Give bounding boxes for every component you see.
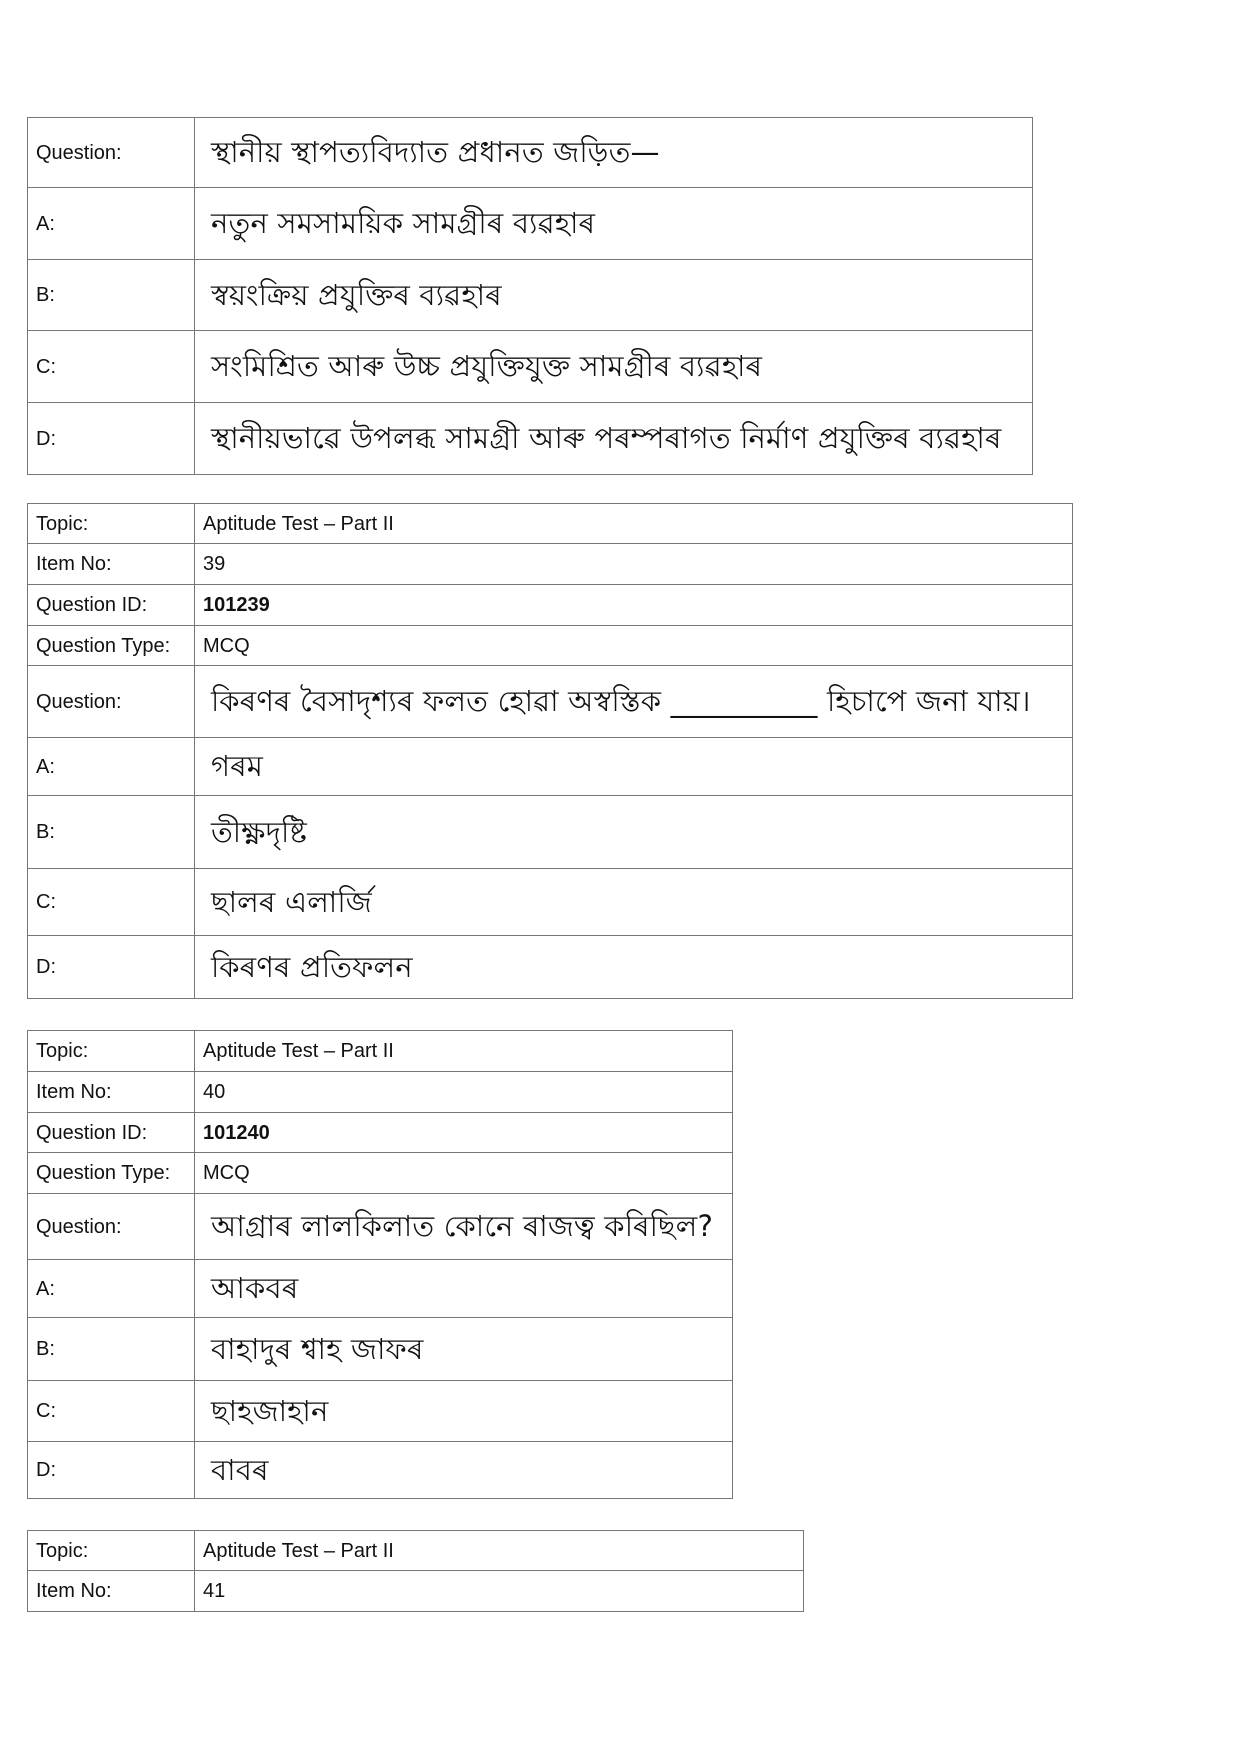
option-c-row (28, 1381, 733, 1442)
option-c-text: ছাহজাহান (195, 1381, 733, 1442)
option-a-text: আকবৰ (195, 1260, 733, 1318)
question-type-label: Question Type: (28, 626, 195, 666)
question-type-row (28, 626, 1073, 666)
question-id-value: 101239 (195, 585, 1073, 626)
question-id-label: Question ID: (28, 1113, 195, 1153)
topic-value: Aptitude Test – Part II (195, 504, 1073, 544)
option-a-label: A: (28, 738, 195, 796)
option-c-label: C: (28, 331, 195, 403)
question-id-row (28, 585, 1073, 626)
item-no-row (28, 544, 1073, 585)
question-type-row (28, 1153, 733, 1194)
question-row (28, 1194, 733, 1260)
topic-value: Aptitude Test – Part II (195, 1031, 733, 1072)
option-c-label: C: (28, 869, 195, 936)
question-label: Question: (28, 666, 195, 738)
option-c-row (28, 869, 1073, 936)
item-no-label: Item No: (28, 1072, 195, 1113)
option-d-label: D: (28, 1442, 195, 1499)
question-table-item-40 (27, 1030, 733, 1499)
topic-label: Topic: (28, 504, 195, 544)
option-d-label: D: (28, 936, 195, 999)
question-id-value: 101240 (195, 1113, 733, 1153)
option-d-text: বাবৰ (195, 1442, 733, 1499)
question-type-label: Question Type: (28, 1153, 195, 1194)
question-label: Question: (28, 118, 195, 188)
topic-row (28, 1531, 804, 1571)
topic-label: Topic: (28, 1531, 195, 1571)
option-a-text: নতুন সমসাময়িক সামগ্ৰীৰ ব্যৱহাৰ (195, 188, 1033, 260)
question-table-item-41 (27, 1530, 804, 1612)
item-no-row (28, 1072, 733, 1113)
option-b-text: তীক্ষ্ণদৃষ্টি (195, 796, 1073, 869)
question-row (28, 118, 1033, 188)
option-d-row (28, 1442, 733, 1499)
question-label: Question: (28, 1194, 195, 1260)
item-no-label: Item No: (28, 544, 195, 585)
item-no-row (28, 1571, 804, 1612)
option-a-label: A: (28, 188, 195, 260)
option-b-text: বাহাদুৰ শ্বাহ জাফৰ (195, 1318, 733, 1381)
option-a-label: A: (28, 1260, 195, 1318)
question-id-label: Question ID: (28, 585, 195, 626)
question-id-row (28, 1113, 733, 1153)
option-d-row (28, 403, 1033, 475)
item-no-label: Item No: (28, 1571, 195, 1612)
option-a-row (28, 188, 1033, 260)
question-row (28, 666, 1073, 738)
option-d-row (28, 936, 1073, 999)
question-text: কিৰণৰ বৈসাদৃশ্যৰ ফলত হোৱা অস্বস্তিক __________ হিচাপে জনা যায়। (195, 666, 1073, 738)
option-c-label: C: (28, 1381, 195, 1442)
question-table-partial (27, 117, 1033, 475)
question-table-item-39 (27, 503, 1073, 999)
option-c-row (28, 331, 1033, 403)
option-d-text: কিৰণৰ প্ৰতিফলন (195, 936, 1073, 999)
item-no-value: 41 (195, 1571, 804, 1612)
option-d-label: D: (28, 403, 195, 475)
topic-label: Topic: (28, 1031, 195, 1072)
item-no-value: 40 (195, 1072, 733, 1113)
option-b-text: স্বয়ংক্ৰিয় প্ৰযুক্তিৰ ব্যৱহাৰ (195, 260, 1033, 331)
topic-row (28, 504, 1073, 544)
question-type-value: MCQ (195, 626, 1073, 666)
question-text: স্থানীয় স্থাপত্যবিদ্যাত প্ৰধানত জড়িত— (195, 118, 1033, 188)
option-b-row (28, 796, 1073, 869)
option-d-text: স্থানীয়ভাৱে উপলব্ধ সামগ্ৰী আৰু পৰম্পৰাগত নিৰ্মাণ প্ৰযুক্তিৰ ব্যৱহাৰ (195, 403, 1033, 475)
option-a-text: গৰম (195, 738, 1073, 796)
option-a-row (28, 1260, 733, 1318)
option-b-row (28, 260, 1033, 331)
option-c-text: সংমিশ্ৰিত আৰু উচ্চ প্ৰযুক্তিযুক্ত সামগ্ৰীৰ ব্যৱহাৰ (195, 331, 1033, 403)
topic-value: Aptitude Test – Part II (195, 1531, 804, 1571)
topic-row (28, 1031, 733, 1072)
question-type-value: MCQ (195, 1153, 733, 1194)
option-a-row (28, 738, 1073, 796)
option-b-label: B: (28, 1318, 195, 1381)
question-text: আগ্ৰাৰ লালকিলাত কোনে ৰাজত্ব কৰিছিল? (195, 1194, 733, 1260)
item-no-value: 39 (195, 544, 1073, 585)
option-b-label: B: (28, 796, 195, 869)
option-b-label: B: (28, 260, 195, 331)
option-c-text: ছালৰ এলাৰ্জি (195, 869, 1073, 936)
option-b-row (28, 1318, 733, 1381)
